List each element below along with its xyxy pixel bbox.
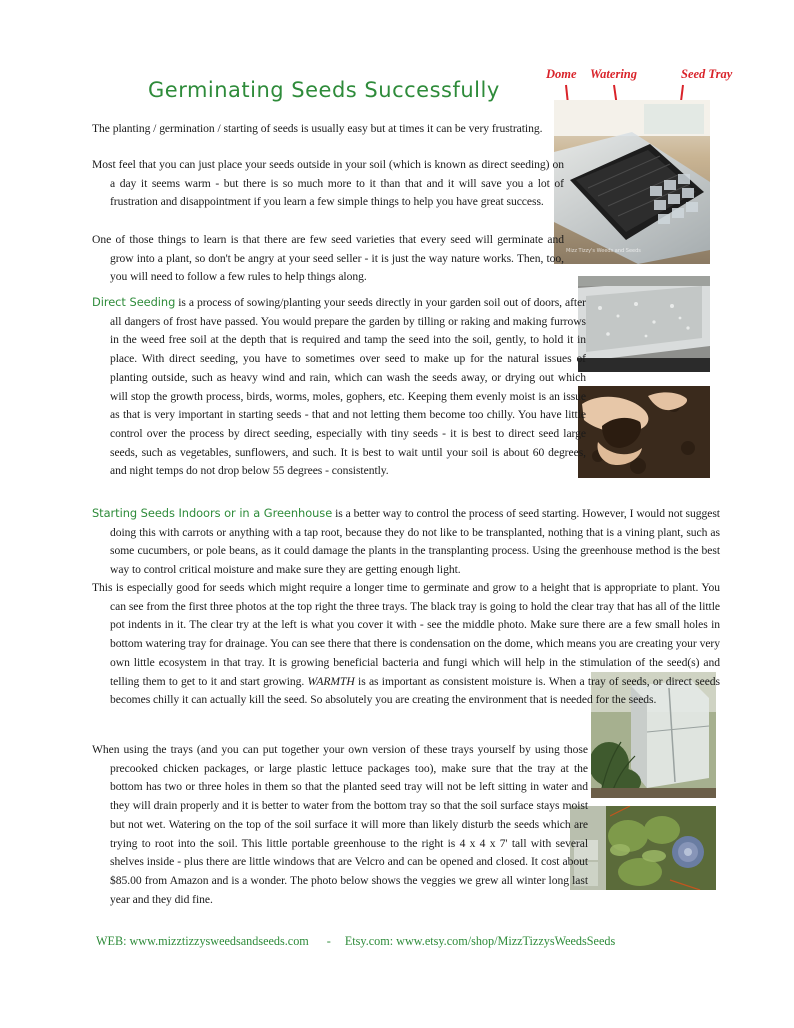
indoors-text: is a better way to control the process of seed starting. However, I would not suggest doing this with carrots or anything with a tap root, because they do not like to be transplanted, nothing that is a vining plant, such as some cucumbers, or pole beans, as it could damage the plants in the transplanting process. Using the greenhouse method is the best way to control critical moisture and make sure they are getting enough light.	[110, 507, 720, 577]
soil-in-hands-photo	[578, 386, 710, 478]
page-title: Germinating Seeds Successfully	[148, 78, 500, 102]
photo-label-watering: Watering	[590, 67, 637, 81]
winter-veggies-photo	[570, 806, 716, 890]
indoors-paragraph	[92, 504, 720, 580]
footer-separator: -	[326, 934, 331, 948]
seed-tray-photo	[554, 100, 710, 264]
footer	[96, 934, 615, 949]
intro-paragraph-2: Most feel that you can just place your seeds outside in your soil (which is known as direct seeding) on a day it seems warm - but there is so much more to it than that and it will save you a lot of frustration and disappointment if you learn a few simple things to help you have great success.	[92, 158, 564, 209]
footer-web-link[interactable]: WEB: www.mizztizzysweedsandseeds.com	[96, 934, 309, 948]
indoors-heading: Starting Seeds Indoors or in a Greenhouse	[92, 506, 333, 520]
footer-etsy-link[interactable]: Etsy.com: www.etsy.com/shop/MizzTizzysWeedsSeeds	[344, 934, 616, 948]
trays-text-before: This is especially good for seeds which might require a longer time to germinate and grow to a height that is appropriate to plant. You can see from the first three photos at the top right the three trays. The black tray is going to hold the clear tray that has all of the little pot indents in it. The clear try at the left is what you cover it with - see the middle photo. Make sure there are a few small holes in bottom watering tray for drainage. You can see there that there is condensation on the dome, which means you are creating your very own little ecosystem in that tray. It is growing beneficial bacteria and fungi which will help in the stimulation of the seed(s) and telling them to get to it and start growing.	[92, 581, 720, 688]
direct-seeding-heading: Direct Seeding	[92, 295, 176, 309]
photo-caption: Mizz Tizzy's Weeds and Seeds	[566, 248, 641, 254]
photo-label-dome: Dome	[546, 67, 577, 81]
dome-tray-photo	[578, 276, 710, 372]
intro-paragraph-3: One of those things to learn is that there are few seed varieties that every seed will germinate and grow into a plant, so don't be angry at your seed seller - it is just the way nature works. Then, too, you will need to follow a few rules to help things along.	[92, 233, 564, 284]
closing-paragraph: When using the trays (and you can put together your own version of these trays yourself by using those precooked chicken packages, or large plastic lettuce packages too), make sure that the tray at the bottom has two or three holes in them so that the planted seed tray will not be left sitting in water and they will drain properly and it is better to water from the bottom tray so that the soil surface stays moist but not wet. Watering on the top of the soil surface it will more than likely disturb the seeds which are trying to root into the soil. This little portable greenhouse to the right is 4 x 4 x 7' tall with several shelves inside - plus there are little windows that are Velcro and can be opened and closed. It cost about $85.00 from Amazon and is a wonder. The photo below shows the veggies we grew all winter long last year and they did fine.	[92, 743, 588, 906]
direct-seeding-text: is a process of sowing/planting your seeds directly in your garden soil out of doors, after all dangers of frost have passed. You would prepare the garden by tilling or raking and making furrows in the weed free soil at the depth that is required and tamp the seed into the soil, gently, to hold it in place. With direct seeding, you have to sometimes over seed to make up for the natural issues of planting outside, such as heavy wind and rain, which can wash the seeds away, or drying out which will stop the growth process, birds, worms, moles, gophers, etc. Keeping them evenly moist is an issue as that is very important in starting seeds - that and not letting them become too chilly. You have little control over the process by direct seeding, especially with tiny seeds - it is best to direct seed large seeds, such as vegetables, sunflowers, and such. It is best to wait until your soil is about 60 degrees, and night temps do not drop below 55 degrees - consistently.	[110, 296, 586, 478]
trays-paragraph	[92, 579, 720, 710]
trays-text-after: is as important as consistent moisture is. When a tray of seeds, or direct seeds becomes chilly it can actually kill the seed. So absolutely you are creating the environment that is needed for the seeds.	[110, 674, 720, 707]
photo-label-seed-tray: Seed Tray	[681, 67, 733, 81]
intro-paragraph-1: The planting / germination / starting of seeds is usually easy but at times it can be very frustrating.	[92, 122, 543, 135]
direct-seeding-paragraph	[92, 293, 586, 481]
warmth-emphasis: WARMTH	[307, 674, 355, 688]
